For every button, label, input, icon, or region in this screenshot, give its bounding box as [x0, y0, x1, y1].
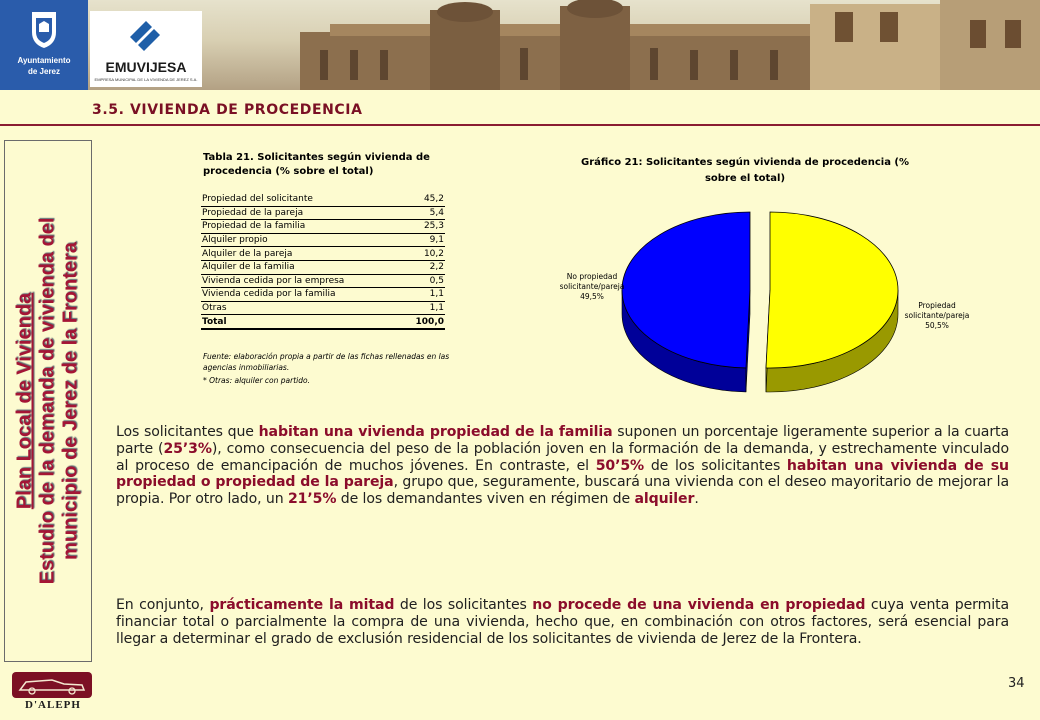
table-cell-value: 25,3 [403, 220, 445, 234]
table-cell-label: Propiedad de la familia [201, 220, 403, 234]
table-cell-label: Propiedad de la pareja [201, 206, 403, 220]
table-source-note: Fuente: elaboración propia a partir de las fichas rellenadas en las agencias inmobiliarias. [203, 352, 450, 372]
section-title: 3.5. VIVIENDA DE PROCEDENCIA [92, 102, 363, 118]
table-cell-label: Otras [201, 301, 403, 315]
table-cell-value: 100,0 [403, 315, 445, 329]
emphasis-text: habitan una vivienda propiedad de la familia [258, 424, 613, 440]
paragraph-2 [116, 597, 1009, 647]
table-footnote: * Otras: alquiler con partido. [203, 376, 310, 385]
table-title: Tabla 21. Solicitantes según vivienda de procedencia (% sobre el total) [203, 152, 430, 177]
body-text: En conjunto, [116, 597, 210, 613]
body-text: Los solicitantes que [116, 424, 259, 440]
table-cell-label: Alquiler de la familia [201, 260, 403, 274]
emphasis-text: 21’5% [287, 491, 337, 508]
table-cell-label: Alquiler propio [201, 233, 403, 247]
slice-label-no-propiedad-name: No propiedad solicitante/pareja [559, 272, 625, 291]
body-text: , grupo que, seguramente, buscará una vivienda con el deseo mayoritario de mejorar la propia. Por otro lado, un [116, 474, 1010, 508]
title-line-3: municipio de Jerez de la Frontera [59, 242, 82, 560]
emuvijesa-name: EMUVIJESA [105, 59, 187, 75]
emuvijesa-subtitle: EMPRESA MUNICIPAL DE LA VIVIENDA DE JEREZ S.A. [94, 77, 198, 82]
emphasis-text: habitan una vivienda de su propiedad o propiedad de la pareja [116, 457, 1009, 491]
emphasis-text: 25’3% [163, 440, 212, 457]
chart-title: Gráfico 21: Solicitantes según vivienda de procedencia (% sobre el total) [580, 157, 910, 184]
ayuntamiento-logo-line2: de Jerez [27, 67, 61, 76]
slice-label-propiedad-name: Propiedad solicitante/pareja [904, 301, 970, 320]
body-text: cuya venta permita financiar total o parcialmente la compra de una vivienda, hecho que, en combinación con otros factores, será esencial para llegar a determinar el grado de exclusión residencial de los solicitantes de vivienda de Jerez de la Frontera. [116, 597, 1009, 647]
daleph-logo [8, 672, 94, 714]
body-text: de los solicitantes [644, 457, 787, 474]
slice-label-propiedad-value: 50,5% [925, 321, 949, 330]
body-text: suponen un porcentaje ligeramente superior a la cuarta parte ( [116, 424, 1009, 457]
slice-label-no-propiedad-value: 49,5% [580, 292, 604, 301]
emphasis-text: no procede de una vivienda en propiedad [532, 597, 866, 613]
table-cell-label: Vivienda cedida por la familia [201, 288, 403, 302]
table-cell-value: 0,5 [403, 274, 445, 288]
table-cell-label: Vivienda cedida por la empresa [201, 274, 403, 288]
table-cell-value: 1,1 [403, 288, 445, 302]
ayuntamiento-logo-line1: Ayuntamiento [17, 56, 71, 65]
table-cell-value: 5,4 [403, 206, 445, 220]
body-text: de los solicitantes [394, 597, 533, 613]
daleph-brand: D'ALEPH [25, 699, 81, 711]
emphasis-text: alquiler [634, 491, 695, 508]
slice-label-propiedad [892, 301, 982, 331]
table-cell-value: 9,1 [403, 233, 445, 247]
daleph-car-icon [12, 672, 92, 698]
title-line-2: Estudio de la demanda de vivienda del [36, 217, 59, 585]
table-cell-label: Total [201, 315, 403, 329]
page-number: 34 [1008, 676, 1025, 691]
title-line-1: Plan Local de Vivienda [13, 292, 36, 510]
slice-label-no-propiedad [546, 272, 638, 302]
emphasis-text: 50’5% [595, 457, 645, 474]
emphasis-text: prácticamente la mitad [209, 597, 395, 613]
paragraph-1 [116, 424, 1009, 508]
table-cell-value: 2,2 [403, 260, 445, 274]
table-cell-label: Alquiler de la pareja [201, 247, 403, 261]
body-text: ), como consecuencia del peso de la población joven en la formación de la demanda, y estrechamente vinculado al proceso de emancipación de muchos jóvenes. En contraste, el [116, 440, 1010, 474]
table-cell-value: 10,2 [403, 247, 445, 261]
table-cell-value: 45,2 [403, 193, 445, 206]
table-cell-value: 1,1 [403, 301, 445, 315]
body-text: de los demandantes viven en régimen de [336, 491, 635, 508]
table-cell-label: Propiedad del solicitante [201, 193, 403, 206]
body-text: . [694, 491, 699, 508]
